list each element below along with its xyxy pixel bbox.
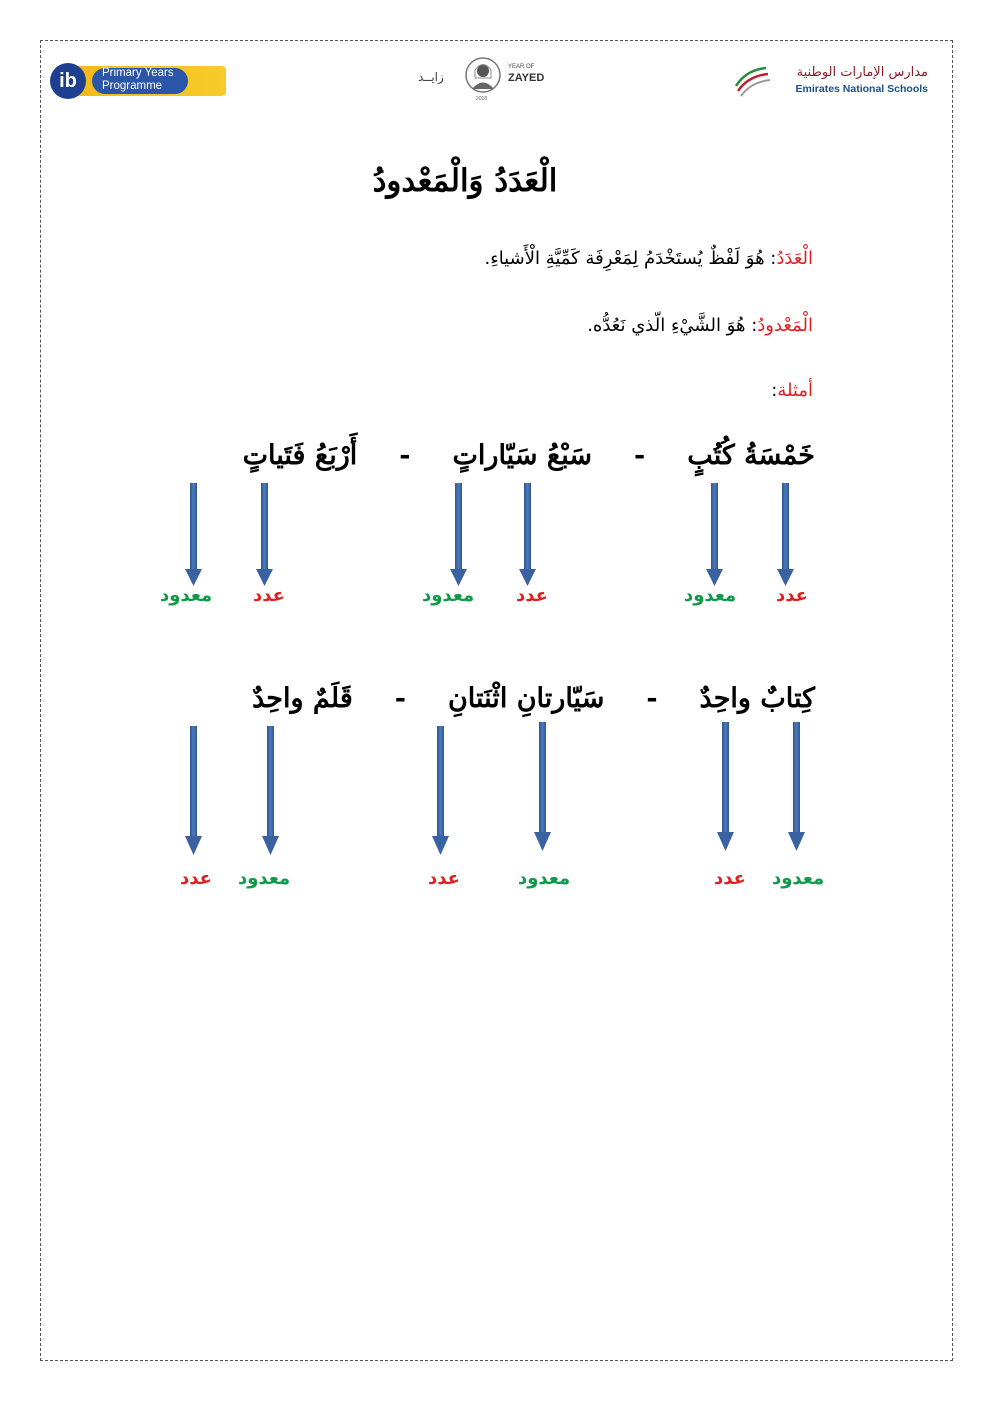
separator-dash: - xyxy=(399,440,411,471)
down-arrow-icon xyxy=(717,722,734,851)
page-title: الْعَدَدُ وَالْمَعْدودُ xyxy=(372,163,558,199)
example-phrase: أَرْبَعُ فَتَياتٍ xyxy=(242,440,358,471)
label-number: عدد xyxy=(428,868,460,889)
down-arrow-icon xyxy=(262,726,279,855)
ens-english-name: Emirates National Schools xyxy=(795,83,928,95)
example-phrase: قَلَمٌ واحِدٌ xyxy=(252,683,353,714)
down-arrow-icon xyxy=(777,483,794,586)
zayed-small-text: YEAR OF xyxy=(508,64,535,70)
down-arrow-icon xyxy=(788,722,805,851)
example-phrase: سَيّارتانِ اثْنَتانِ xyxy=(447,683,605,714)
examples-heading-colon: : xyxy=(771,380,778,401)
down-arrow-icon xyxy=(185,726,202,855)
label-number: عدد xyxy=(516,585,548,606)
down-arrow-icon xyxy=(706,483,723,586)
label-counted: معدود xyxy=(238,868,291,889)
separator-dash: - xyxy=(394,683,406,714)
example-phrase: سَبْعُ سَيّاراتٍ xyxy=(452,440,592,471)
down-arrow-icon xyxy=(432,726,449,855)
label-counted: معدود xyxy=(772,868,825,889)
label-number: عدد xyxy=(180,868,212,889)
example-phrase: كِتابٌ واحِدٌ xyxy=(699,683,815,714)
zayed-english-text: ZAYED xyxy=(508,72,545,84)
label-number: عدد xyxy=(776,585,808,606)
examples-heading-term: أمثلة xyxy=(777,380,813,401)
label-counted: معدود xyxy=(422,585,475,606)
example-phrase: خَمْسَةُ كُتُبٍ xyxy=(687,440,815,471)
label-counted: معدود xyxy=(160,585,213,606)
separator-dash: - xyxy=(646,683,658,714)
zayed-year: 2018 xyxy=(476,96,488,102)
label-number: عدد xyxy=(714,868,746,889)
definition-term: الْمَعْدودُ xyxy=(757,315,813,336)
ens-arabic-name: مدارس الإمارات الوطنية xyxy=(796,65,928,80)
separator-dash: - xyxy=(634,440,646,471)
down-arrow-icon xyxy=(450,483,467,586)
label-number: عدد xyxy=(253,585,285,606)
ib-logo-line2: Programme xyxy=(102,80,163,92)
ib-logo-line1: Primary Years xyxy=(102,67,174,79)
down-arrow-icon xyxy=(534,722,551,851)
definition-term: الْعَدَدُ xyxy=(776,248,813,269)
ib-logo-letters: ib xyxy=(50,63,86,99)
label-counted: معدود xyxy=(684,585,737,606)
down-arrow-icon xyxy=(256,483,273,586)
down-arrow-icon xyxy=(185,483,202,586)
zayed-arabic-text: زايــد xyxy=(418,70,444,84)
definition-text: : هُوَ لَفْظٌ يُستَخْدَمُ لِمَعْرِفَة كَمِّيَّةِ الْأَشياءِ. xyxy=(484,248,777,269)
down-arrow-icon xyxy=(519,483,536,586)
definition-text: : هُوَ الشَّيْءِ الّذي نَعُدُّه. xyxy=(587,315,758,336)
label-counted: معدود xyxy=(518,868,571,889)
